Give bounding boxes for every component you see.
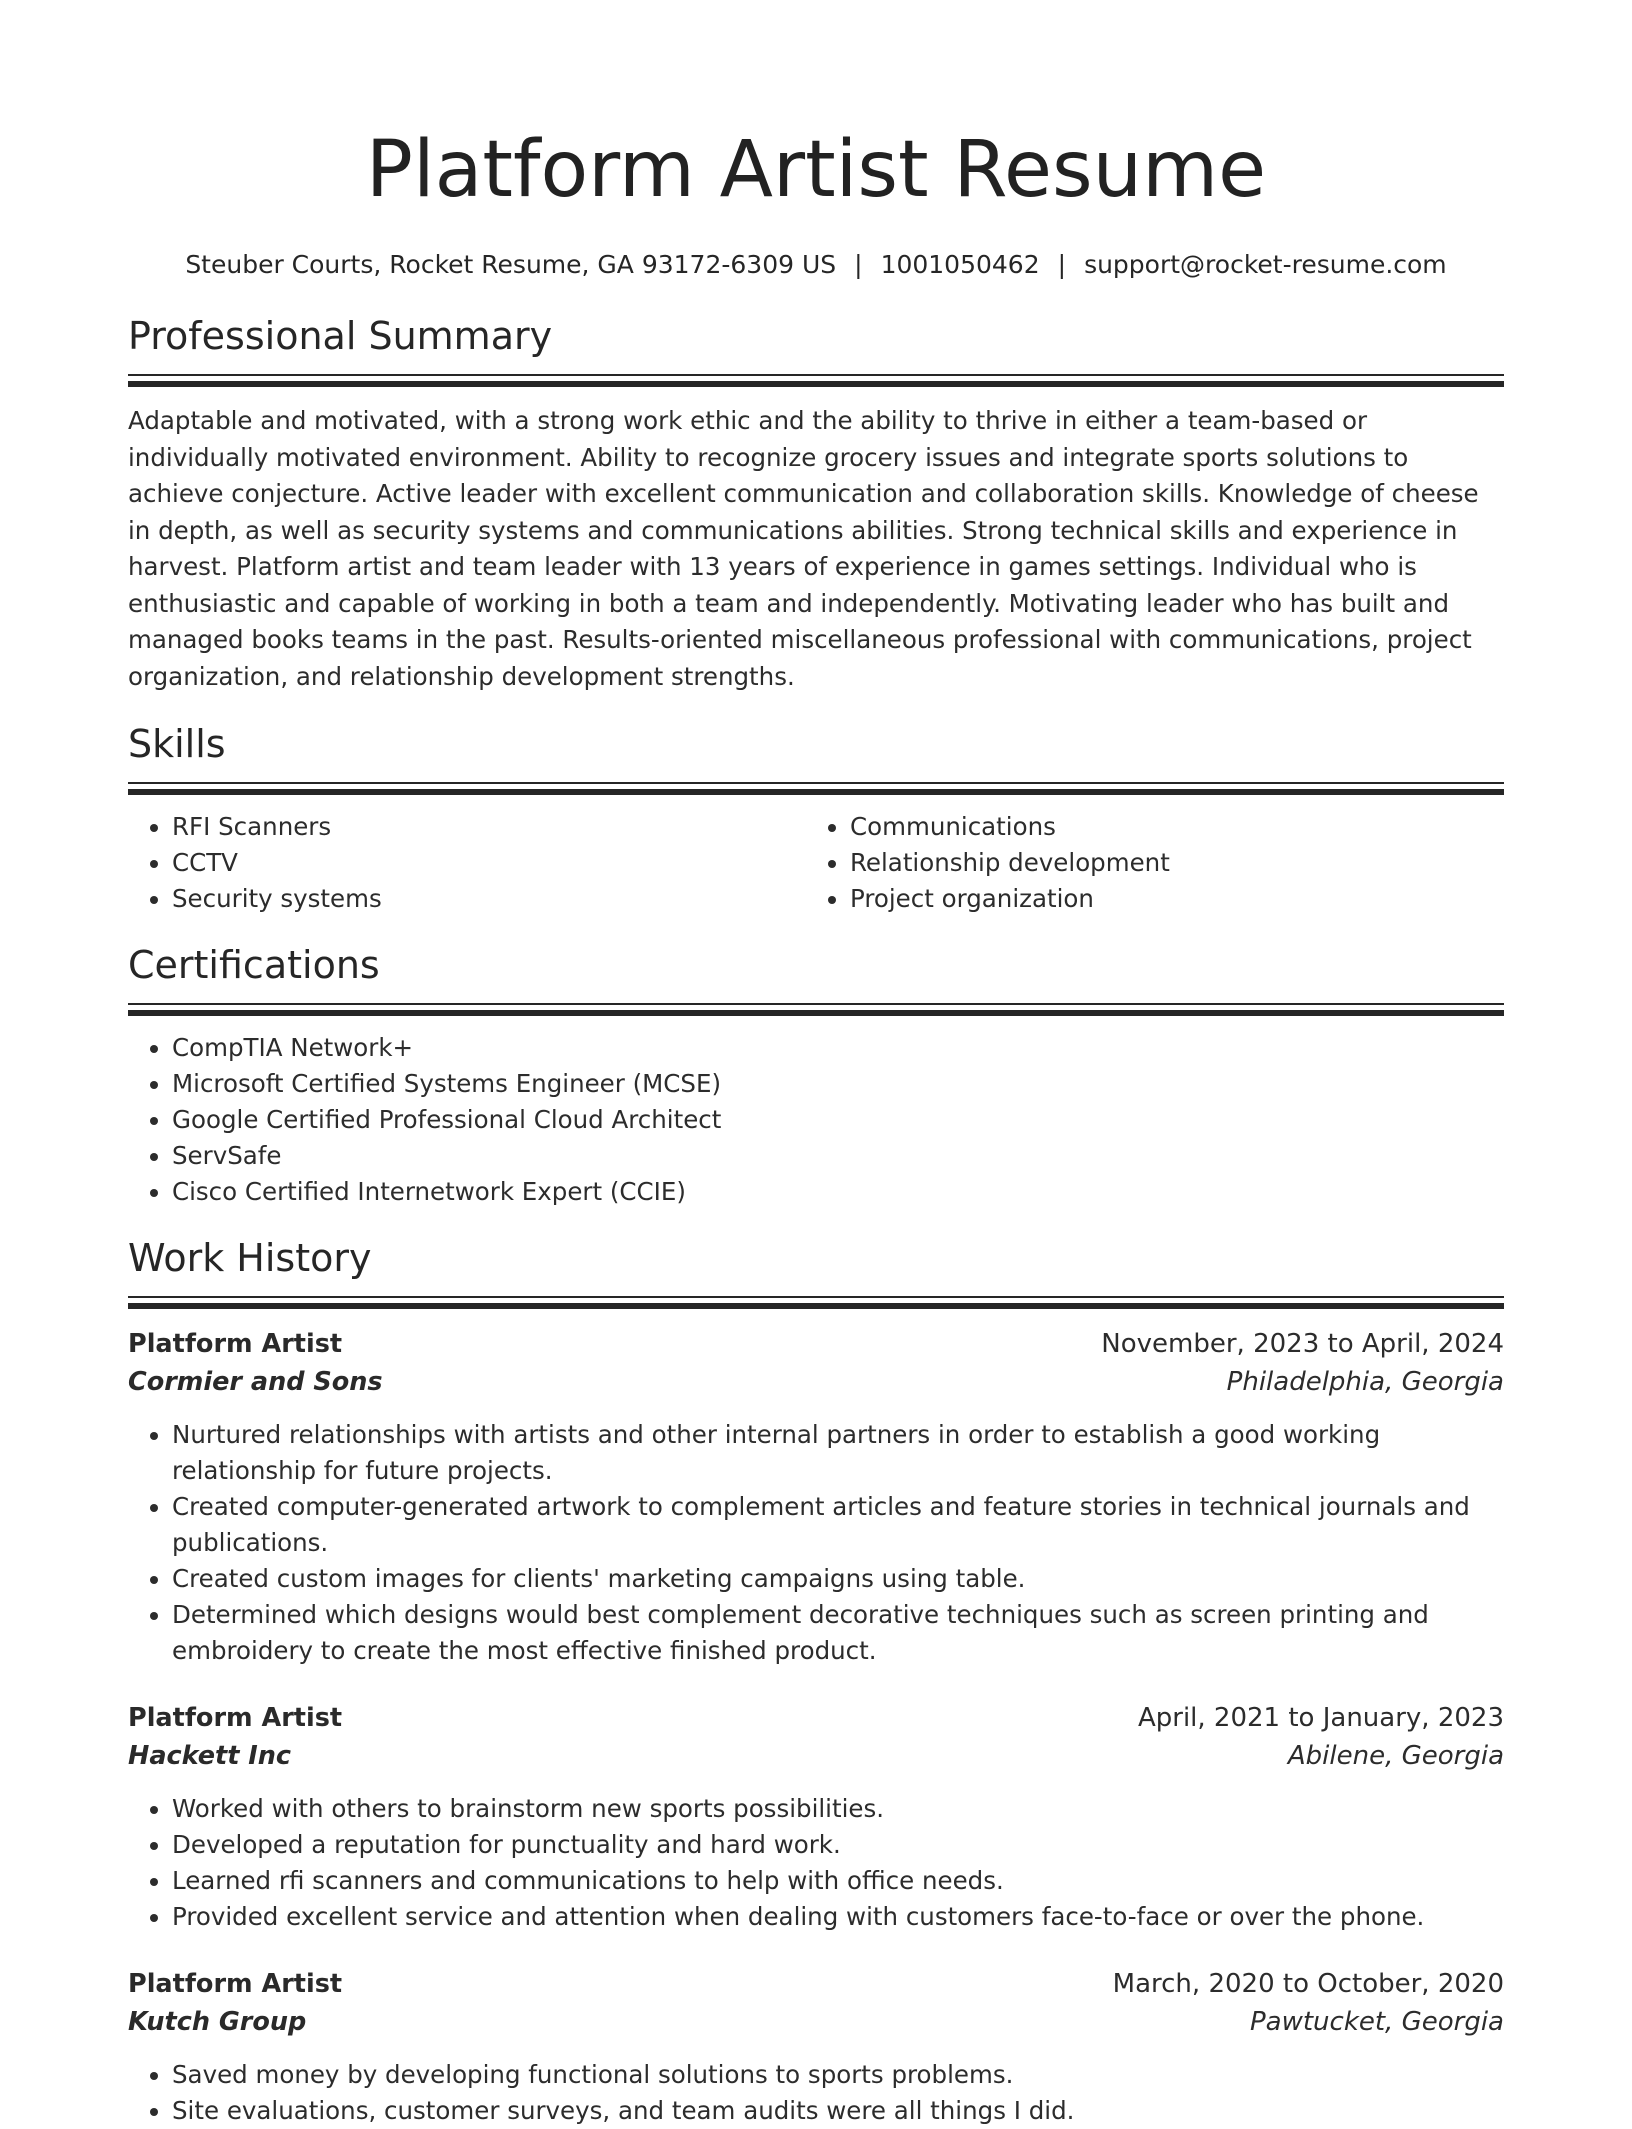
- job-company-row: [128, 2003, 1504, 2041]
- job-bullet: • Created computer-generated artwork to complement articles and feature stories in technical journals and publications.: [172, 1489, 1504, 1561]
- skill-item: • CCTV: [172, 845, 806, 881]
- job-entry: [128, 1699, 1504, 1935]
- skills-section: [128, 720, 1504, 917]
- skill-item: • Security systems: [172, 881, 806, 917]
- work-history-section: [128, 1234, 1504, 2129]
- job-bullet: • Nurtured relationships with artists and other internal partners in order to establish a good working relationship for future projects.: [172, 1417, 1504, 1489]
- job-location: Philadelphia, Georgia: [1226, 1367, 1504, 1397]
- job-company: Kutch Group: [128, 2007, 307, 2037]
- skill-item: • Project organization: [850, 881, 1484, 917]
- job-location: Pawtucket, Georgia: [1249, 2007, 1504, 2037]
- skill-item: • RFI Scanners: [172, 809, 806, 845]
- section-divider: [128, 374, 1504, 385]
- job-bullet: • Learned rfi scanners and communications to help with office needs.: [172, 1863, 1504, 1899]
- contact-phone: 1001050462: [880, 250, 1040, 279]
- section-divider: [128, 1003, 1504, 1014]
- job-bullets: [128, 1791, 1504, 1935]
- contact-separator: |: [854, 250, 863, 279]
- job-bullet: • Determined which designs would best complement decorative techniques such as screen printing and embroidery to create the most effective finished product.: [172, 1597, 1504, 1669]
- certification-item: • Google Certified Professional Cloud Architect: [172, 1102, 1504, 1138]
- certifications-list: [128, 1030, 1504, 1210]
- job-dates: November, 2023 to April, 2024: [1101, 1329, 1504, 1359]
- job-entry: [128, 1325, 1504, 1669]
- job-dates: March, 2020 to October, 2020: [1112, 1969, 1504, 1999]
- job-title: Platform Artist: [128, 1969, 343, 1999]
- skill-item: • Communications: [850, 809, 1484, 845]
- certifications-section: [128, 941, 1504, 1210]
- summary-section: [128, 312, 1504, 695]
- summary-text: Adaptable and motivated, with a strong work ethic and the ability to thrive in either a team-based or individually motivated environment. Ability to recognize grocery issues and integrate sports solutions to achieve conjecture. Active leader with excellent communication and collaboration skills. Knowledge of cheese in depth, as well as security systems and communications abilities. Strong technical skills and experience in harvest. Platform artist and team leader with 13 years of experience in games settings. Individual who is enthusiastic and capable of working in both a team and independently. Motivating leader who has built and managed books teams in the past. Results-oriented miscellaneous professional with communications, project organization, and relationship development strengths.: [128, 406, 1479, 691]
- resume-page: [128, 0, 1504, 2129]
- certification-item: • ServSafe: [172, 1138, 1504, 1174]
- resume-title: Platform Artist Resume: [365, 125, 1267, 215]
- job-header-row: [128, 1699, 1504, 1737]
- job-header-row: [128, 1325, 1504, 1363]
- job-company: Cormier and Sons: [128, 1367, 383, 1397]
- job-entry: [128, 1965, 1504, 2129]
- skills-list-right: [806, 809, 1484, 917]
- job-title: Platform Artist: [128, 1329, 343, 1359]
- job-bullets: [128, 1417, 1504, 1669]
- job-company-row: [128, 1363, 1504, 1401]
- certification-item: • Microsoft Certified Systems Engineer (MCSE): [172, 1066, 1504, 1102]
- job-bullet: • Developed a reputation for punctuality and hard work.: [172, 1827, 1504, 1863]
- job-bullets: [128, 2057, 1504, 2129]
- section-title-work-history: Work History: [128, 1236, 372, 1280]
- job-company-row: [128, 1737, 1504, 1775]
- skills-grid: [128, 809, 1504, 917]
- job-header-row: [128, 1965, 1504, 2003]
- job-bullet: • Created custom images for clients' marketing campaigns using table.: [172, 1561, 1504, 1597]
- job-bullet: • Provided excellent service and attention when dealing with customers face-to-face or over the phone.: [172, 1899, 1504, 1935]
- section-title-certifications: Certifications: [128, 943, 380, 987]
- certification-item: • Cisco Certified Internetwork Expert (CCIE): [172, 1174, 1504, 1210]
- job-location: Abilene, Georgia: [1287, 1741, 1504, 1771]
- job-bullet: • Worked with others to brainstorm new sports possibilities.: [172, 1791, 1504, 1827]
- certification-item: • CompTIA Network+: [172, 1030, 1504, 1066]
- job-bullet: • Site evaluations, customer surveys, and team audits were all things I did.: [172, 2093, 1504, 2129]
- contact-line: [128, 248, 1504, 282]
- section-divider: [128, 782, 1504, 793]
- job-title: Platform Artist: [128, 1703, 343, 1733]
- skills-list-left: [128, 809, 806, 917]
- section-title-skills: Skills: [128, 722, 226, 766]
- skill-item: • Relationship development: [850, 845, 1484, 881]
- section-divider: [128, 1296, 1504, 1307]
- job-company: Hackett Inc: [128, 1741, 292, 1771]
- job-dates: April, 2021 to January, 2023: [1137, 1703, 1504, 1733]
- job-bullet: • Saved money by developing functional solutions to sports problems.: [172, 2057, 1504, 2093]
- contact-separator: |: [1057, 250, 1067, 279]
- section-title-summary: Professional Summary: [128, 314, 553, 358]
- contact-email: support@rocket-resume.com: [1084, 250, 1447, 279]
- contact-address: Steuber Courts, Rocket Resume, GA 93172-6309 US: [185, 250, 837, 279]
